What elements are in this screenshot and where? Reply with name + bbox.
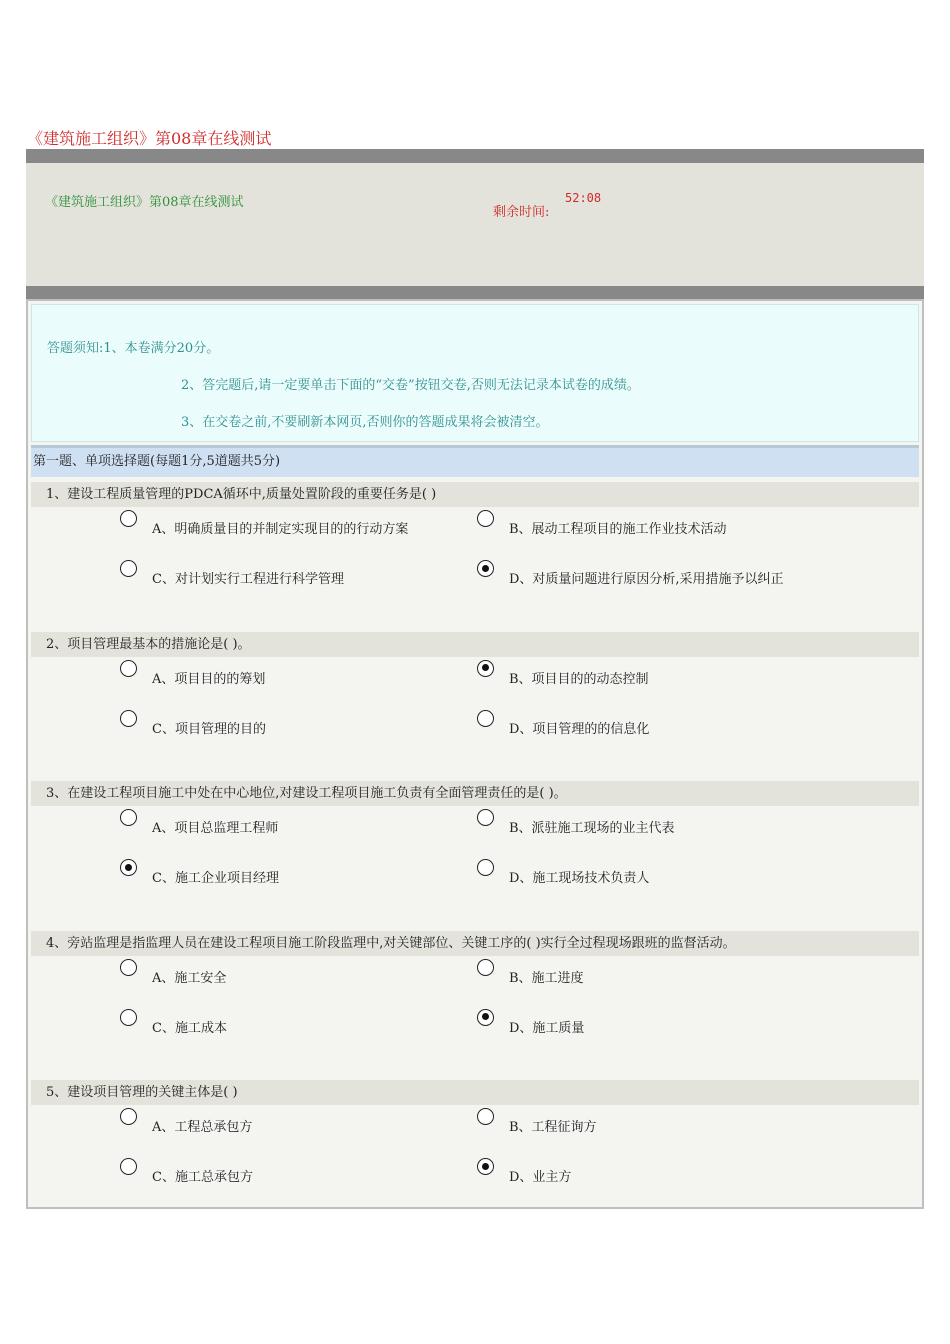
section-title: 第一题、单项选择题(每题1分,5道题共5分) [31, 445, 919, 477]
radio-selected-icon[interactable] [477, 560, 494, 577]
question-text: 4、旁站监理是指监理人员在建设工程项目施工阶段监理中,对关键部位、关键工序的( )实行全过程现场跟班的监督活动。 [31, 931, 919, 956]
exam-subtitle: 《建筑施工组织》第08章在线测试 [45, 195, 244, 210]
question-text: 5、建设项目管理的关键主体是( ) [31, 1080, 919, 1105]
option-label: A、施工安全 [152, 970, 227, 986]
radio-icon[interactable] [120, 660, 137, 677]
option-label: A、项目目的的筹划 [152, 671, 266, 687]
option-label: D、施工现场技术负责人 [509, 871, 650, 886]
radio-icon[interactable] [120, 959, 137, 976]
radio-icon[interactable] [120, 1009, 137, 1026]
option-label: D、对质量问题进行原因分析,采用措施予以纠正 [509, 572, 784, 587]
option-label: B、工程征询方 [509, 1120, 597, 1135]
timer-value: 52:08 [565, 191, 602, 205]
option-label: C、施工总承包方 [152, 1170, 253, 1185]
instruction-line-2: 2、答完题后,请一定要单击下面的“交卷”按钮交卷,否则无法记录本试卷的成绩。 [181, 378, 640, 393]
instruction-line-3: 3、在交卷之前,不要刷新本网页,否则你的答题成果将会被清空。 [181, 415, 549, 430]
radio-icon[interactable] [120, 1108, 137, 1125]
exam-header [26, 149, 924, 299]
quiz-container [26, 299, 924, 1209]
instruction-line-1: 答题须知:1、本卷满分20分。 [47, 341, 220, 356]
radio-icon[interactable] [477, 710, 494, 727]
option-label: D、施工质量 [509, 1020, 585, 1036]
instructions-panel [31, 304, 919, 442]
radio-selected-icon[interactable] [120, 859, 137, 876]
option-label: D、业主方 [509, 1170, 572, 1185]
radio-icon[interactable] [120, 710, 137, 727]
radio-icon[interactable] [120, 560, 137, 577]
radio-selected-icon[interactable] [477, 660, 494, 677]
option-label: B、展动工程项目的施工作业技术活动 [509, 522, 727, 537]
radio-icon[interactable] [120, 809, 137, 826]
option-label: A、工程总承包方 [152, 1120, 253, 1135]
radio-icon[interactable] [477, 510, 494, 527]
radio-icon[interactable] [477, 859, 494, 876]
question-text: 1、建设工程质量管理的PDCA循环中,质量处置阶段的重要任务是( ) [31, 482, 919, 507]
option-label: A、项目总监理工程师 [152, 821, 279, 836]
radio-icon[interactable] [477, 809, 494, 826]
radio-selected-icon[interactable] [477, 1009, 494, 1026]
option-label: C、施工成本 [152, 1020, 227, 1036]
timer-label: 剩余时间: [493, 205, 550, 220]
option-label: A、明确质量目的并制定实现目的的行动方案 [152, 522, 409, 537]
option-label: D、项目管理的的信息化 [509, 721, 650, 737]
question-text: 3、在建设工程项目施工中处在中心地位,对建设工程项目施工负责有全面管理责任的是( )。 [31, 781, 919, 806]
page-title: 《建筑施工组织》第08章在线测试 [27, 129, 272, 148]
option-label: B、派驻施工现场的业主代表 [509, 821, 675, 836]
option-label: C、施工企业项目经理 [152, 871, 279, 886]
radio-icon[interactable] [120, 1158, 137, 1175]
radio-icon[interactable] [120, 510, 137, 527]
radio-icon[interactable] [477, 1108, 494, 1125]
radio-icon[interactable] [477, 959, 494, 976]
question-text: 2、项目管理最基本的措施论是( )。 [31, 632, 919, 657]
option-label: C、项目管理的目的 [152, 721, 266, 737]
option-label: C、对计划实行工程进行科学管理 [152, 572, 344, 587]
radio-selected-icon[interactable] [477, 1158, 494, 1175]
option-label: B、项目目的的动态控制 [509, 671, 649, 687]
option-label: B、施工进度 [509, 970, 584, 986]
